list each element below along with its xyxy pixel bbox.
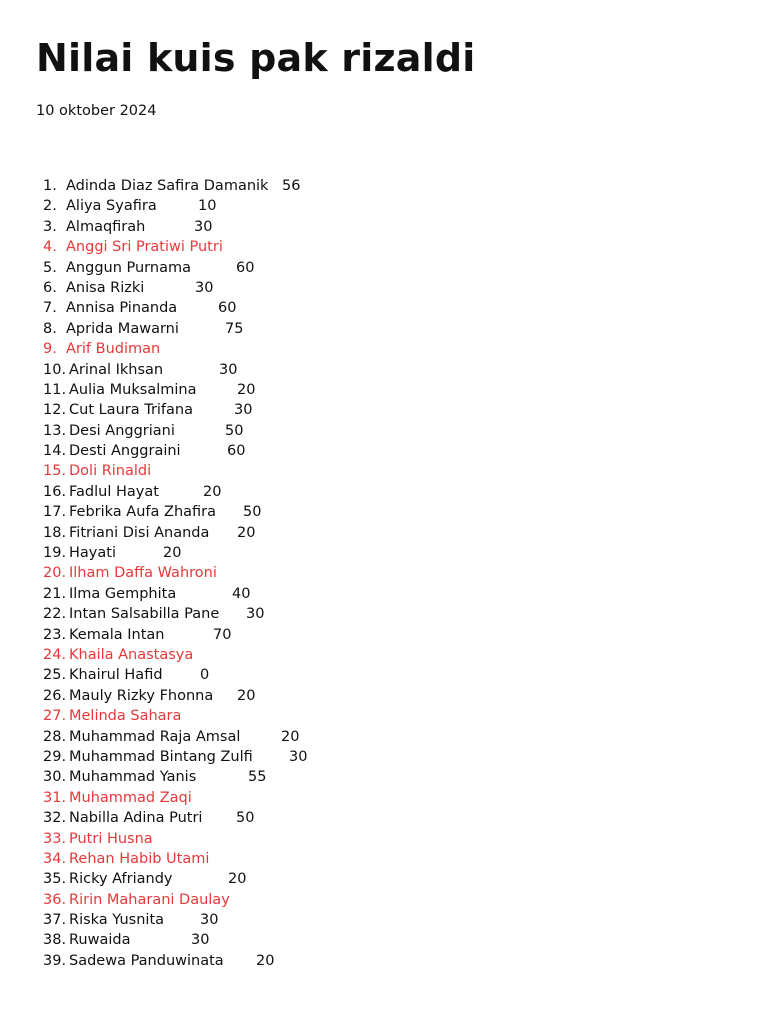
entry-number: 35. bbox=[43, 871, 67, 888]
entry-name: Aliya Syafira bbox=[66, 198, 157, 215]
list-item bbox=[0, 258, 768, 278]
entry-name: Melinda Sahara bbox=[69, 708, 182, 725]
entry-name: Aulia Muksalmina bbox=[69, 381, 197, 398]
list-item bbox=[0, 869, 768, 889]
entry-name: Desti Anggraini bbox=[69, 443, 181, 460]
entry-number: 28. bbox=[43, 728, 67, 745]
entry-name: Mauly Rizky Fhonna bbox=[69, 687, 214, 704]
entry-number: 30. bbox=[43, 769, 67, 786]
entry-score: 30 bbox=[219, 361, 238, 378]
entry-score: 20 bbox=[237, 381, 256, 398]
entry-number: 31. bbox=[43, 789, 67, 806]
entry-score: 56 bbox=[282, 178, 301, 194]
entry-name: Febrika Aufa Zhafira bbox=[69, 504, 216, 521]
entry-name: Ilma Gemphita bbox=[69, 585, 177, 602]
entry-name: Nabilla Adina Putri bbox=[69, 810, 203, 827]
entry-number: 11. bbox=[43, 381, 67, 398]
list-item bbox=[0, 176, 768, 196]
list-item bbox=[0, 890, 768, 910]
entry-name: Anggi Sri Pratiwi Putri bbox=[66, 239, 223, 256]
entry-name: Fadlul Hayat bbox=[69, 483, 159, 500]
list-item bbox=[0, 380, 768, 400]
entry-score: 30 bbox=[194, 218, 213, 235]
entry-name: Ruwaida bbox=[69, 932, 131, 949]
entry-score: 55 bbox=[248, 769, 267, 786]
entry-name: Adinda Diaz Safira Damanik bbox=[66, 178, 269, 194]
list-item bbox=[0, 502, 768, 522]
entry-number: 32. bbox=[43, 810, 67, 827]
list-item bbox=[0, 910, 768, 930]
entry-score: 20 bbox=[203, 483, 222, 500]
list-item bbox=[0, 808, 768, 828]
list-item bbox=[0, 665, 768, 685]
list-item bbox=[0, 278, 768, 298]
entry-name: Ilham Daffa Wahroni bbox=[69, 565, 217, 582]
entry-score: 30 bbox=[191, 932, 210, 949]
entry-name: Khairul Hafid bbox=[69, 667, 163, 684]
entry-name: Anisa Rizki bbox=[66, 279, 145, 296]
entry-name: Rehan Habib Utami bbox=[69, 850, 210, 867]
entry-name: Desi Anggriani bbox=[69, 422, 175, 439]
entry-score: 60 bbox=[218, 300, 237, 317]
entry-name: Riska Yusnita bbox=[69, 912, 165, 929]
list-item bbox=[0, 727, 768, 747]
entry-number: 22. bbox=[43, 606, 67, 623]
entry-name: Cut Laura Trifana bbox=[69, 402, 194, 419]
entry-score: 75 bbox=[225, 320, 244, 337]
list-item bbox=[0, 319, 768, 339]
entry-number: 9. bbox=[43, 341, 57, 358]
list-item bbox=[0, 951, 768, 971]
entry-number: 24. bbox=[43, 646, 67, 663]
entry-number: 10. bbox=[43, 361, 67, 378]
entry-number: 7. bbox=[43, 300, 57, 317]
list-item bbox=[0, 237, 768, 257]
entry-score: 10 bbox=[198, 198, 217, 215]
page-title: Nilai kuis pak rizaldi bbox=[36, 36, 476, 80]
entry-name: Ricky Afriandy bbox=[69, 871, 173, 888]
entry-score: 20 bbox=[237, 524, 256, 541]
entry-score: 20 bbox=[228, 871, 247, 888]
list-item bbox=[0, 747, 768, 767]
list-item bbox=[0, 441, 768, 461]
entry-number: 25. bbox=[43, 667, 67, 684]
entry-name: Muhammad Yanis bbox=[69, 769, 197, 786]
entry-number: 39. bbox=[43, 952, 67, 969]
entry-number: 12. bbox=[43, 402, 67, 419]
entry-name: Muhammad Bintang Zulfi bbox=[69, 748, 253, 765]
entry-score: 60 bbox=[236, 259, 255, 276]
entry-number: 23. bbox=[43, 626, 67, 643]
entry-score: 50 bbox=[236, 810, 255, 827]
entry-name: Muhammad Raja Amsal bbox=[69, 728, 241, 745]
entry-name: Hayati bbox=[69, 545, 116, 562]
list-item bbox=[0, 360, 768, 380]
list-item bbox=[0, 461, 768, 481]
entry-score: 30 bbox=[234, 402, 253, 419]
document-date: 10 oktober 2024 bbox=[36, 103, 157, 119]
entry-score: 20 bbox=[237, 687, 256, 704]
list-item bbox=[0, 625, 768, 645]
list-item bbox=[0, 400, 768, 420]
list-item bbox=[0, 767, 768, 787]
entry-number: 19. bbox=[43, 545, 67, 562]
entry-number: 26. bbox=[43, 687, 67, 704]
entry-number: 6. bbox=[43, 279, 57, 296]
entry-name: Kemala Intan bbox=[69, 626, 165, 643]
entry-score: 50 bbox=[225, 422, 244, 439]
entry-name: Aprida Mawarni bbox=[66, 320, 179, 337]
list-item bbox=[0, 788, 768, 808]
list-item bbox=[0, 706, 768, 726]
list-item bbox=[0, 645, 768, 665]
entry-score: 30 bbox=[200, 912, 219, 929]
entry-number: 5. bbox=[43, 259, 57, 276]
entry-number: 3. bbox=[43, 218, 57, 235]
entry-number: 15. bbox=[43, 463, 67, 480]
list-item bbox=[0, 298, 768, 318]
entry-number: 14. bbox=[43, 443, 67, 460]
list-item bbox=[0, 563, 768, 583]
entry-number: 27. bbox=[43, 708, 67, 725]
entry-score: 40 bbox=[232, 585, 251, 602]
list-item bbox=[0, 339, 768, 359]
entry-score: 0 bbox=[200, 667, 210, 684]
entry-name: Khaila Anastasya bbox=[69, 646, 194, 663]
entry-score: 30 bbox=[195, 279, 214, 296]
entry-score: 70 bbox=[213, 626, 232, 643]
entry-number: 16. bbox=[43, 483, 67, 500]
entry-name: Intan Salsabilla Pane bbox=[69, 606, 220, 623]
entry-score: 20 bbox=[281, 728, 300, 745]
entry-score: 20 bbox=[163, 545, 182, 562]
list-item bbox=[0, 217, 768, 237]
list-item bbox=[0, 543, 768, 563]
list-item bbox=[0, 584, 768, 604]
list-item bbox=[0, 421, 768, 441]
entry-name: Doli Rinaldi bbox=[69, 463, 152, 480]
entry-name: Anggun Purnama bbox=[66, 259, 191, 276]
entry-number: 1. bbox=[43, 178, 57, 194]
entry-number: 17. bbox=[43, 504, 67, 521]
list-item bbox=[0, 604, 768, 624]
entry-number: 33. bbox=[43, 830, 67, 847]
entry-number: 21. bbox=[43, 585, 67, 602]
entry-number: 36. bbox=[43, 891, 67, 908]
score-list bbox=[0, 176, 768, 971]
entry-score: 50 bbox=[243, 504, 262, 521]
entry-name: Arinal Ikhsan bbox=[69, 361, 164, 378]
list-item bbox=[0, 523, 768, 543]
entry-name: Annisa Pinanda bbox=[66, 300, 178, 317]
entry-number: 8. bbox=[43, 320, 57, 337]
list-item bbox=[0, 686, 768, 706]
entry-number: 29. bbox=[43, 748, 67, 765]
entry-number: 4. bbox=[43, 239, 57, 256]
entry-name: Putri Husna bbox=[69, 830, 153, 847]
list-item bbox=[0, 930, 768, 950]
entry-number: 38. bbox=[43, 932, 67, 949]
entry-name: Sadewa Panduwinata bbox=[69, 952, 224, 969]
entry-number: 34. bbox=[43, 850, 67, 867]
entry-name: Arif Budiman bbox=[66, 341, 161, 358]
entry-score: 60 bbox=[227, 443, 246, 460]
entry-number: 2. bbox=[43, 198, 57, 215]
entry-name: Fitriani Disi Ananda bbox=[69, 524, 210, 541]
list-item bbox=[0, 849, 768, 869]
entry-name: Almaqfirah bbox=[66, 218, 146, 235]
entry-number: 13. bbox=[43, 422, 67, 439]
entry-score: 30 bbox=[246, 606, 265, 623]
list-item bbox=[0, 196, 768, 216]
entry-name: Muhammad Zaqi bbox=[69, 789, 192, 806]
entry-name: Ririn Maharani Daulay bbox=[69, 891, 230, 908]
entry-number: 18. bbox=[43, 524, 67, 541]
entry-number: 37. bbox=[43, 912, 67, 929]
list-item bbox=[0, 829, 768, 849]
list-item bbox=[0, 482, 768, 502]
entry-number: 20. bbox=[43, 565, 67, 582]
entry-score: 20 bbox=[256, 952, 275, 969]
entry-score: 30 bbox=[289, 748, 308, 765]
